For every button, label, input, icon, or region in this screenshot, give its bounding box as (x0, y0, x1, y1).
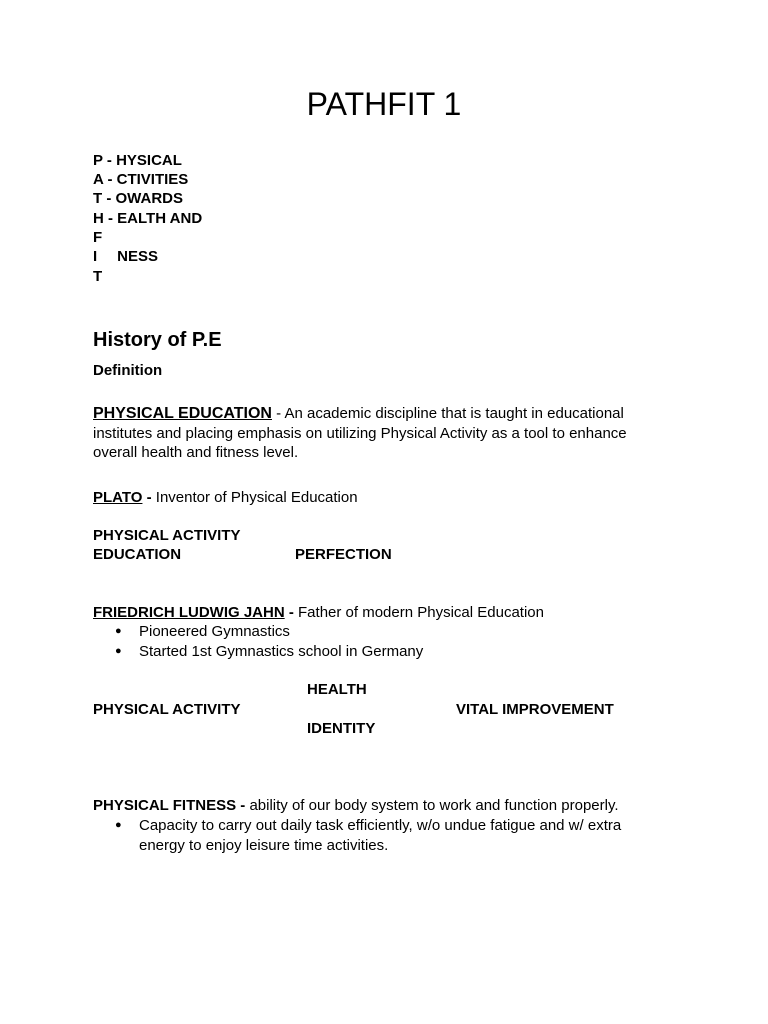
acronym-letter: I (93, 248, 98, 265)
acronym-letter: P (93, 152, 103, 169)
plato-line (93, 488, 358, 507)
plato-term: PLATO (93, 489, 143, 506)
acronym-rest: - CTIVITIES (103, 171, 189, 188)
section-heading: History of P.E (93, 329, 222, 351)
pe-text: - An academic discipline that is taught in educational institutes and placing emphasis on utilizing Physical Activity as a tool to enhance overall health and fitness level. (93, 405, 627, 461)
acronym-letter: T (93, 190, 103, 207)
acronym-letter: A (93, 171, 104, 188)
fitness-term: PHYSICAL FITNESS (93, 797, 237, 814)
pa-line1: PHYSICAL ACTIVITY (93, 527, 241, 544)
pa-line2-left: EDUCATION (93, 546, 182, 563)
jahn-term: FRIEDRICH LUDWIG JAHN (93, 604, 285, 621)
page-title: PATHFIT 1 (306, 86, 462, 122)
acronym-rest: - OWARDS (102, 190, 184, 207)
acronym-letter: H (93, 210, 104, 227)
acronym-line-f (93, 228, 102, 247)
diagram-top: HEALTH (307, 681, 367, 698)
diagram-left: PHYSICAL ACTIVITY (93, 701, 241, 718)
jahn-bullets (93, 622, 423, 661)
acronym-rest: NESS (117, 248, 159, 265)
acronym-letter: T (93, 268, 103, 285)
fitness-text: ability of our body system to work and function properly. (249, 797, 619, 814)
jahn-line (93, 603, 544, 622)
acronym-line-h (93, 209, 202, 228)
acronym-rest: - EALTH AND (103, 210, 203, 227)
acronym-line-p (93, 151, 182, 170)
diagram-bottom: IDENTITY (307, 720, 376, 737)
acronym-rest: - HYSICAL (102, 152, 182, 169)
acronym-line-i (93, 247, 158, 266)
acronym-line-t (93, 189, 183, 208)
list-item: ● Capacity to carry out daily task efficiently, w/o undue fatigue and w/ extra energy to enjoy leisure time activities. (93, 816, 653, 855)
acronym-line-a (93, 170, 188, 189)
fitness-bullets (93, 816, 653, 855)
list-item: ● Started 1st Gymnastics school in Germany (93, 642, 423, 662)
fitness-sep: - (236, 797, 250, 814)
acronym-line-t2 (93, 267, 102, 286)
jahn-sep: - (284, 604, 299, 621)
list-item: ● Pioneered Gymnastics (93, 622, 423, 642)
pe-definition (93, 404, 653, 463)
fitness-line (93, 796, 619, 815)
pa-line2-right: PERFECTION (295, 546, 392, 563)
plato-text: Inventor of Physical Education (155, 489, 358, 506)
plato-sep: - (142, 489, 156, 506)
pe-term: PHYSICAL EDUCATION (93, 405, 272, 422)
diagram-right: VITAL IMPROVEMENT (456, 701, 614, 718)
acronym-letter: F (93, 229, 103, 246)
definition-label: Definition (93, 362, 163, 379)
jahn-text: Father of modern Physical Education (298, 604, 544, 621)
